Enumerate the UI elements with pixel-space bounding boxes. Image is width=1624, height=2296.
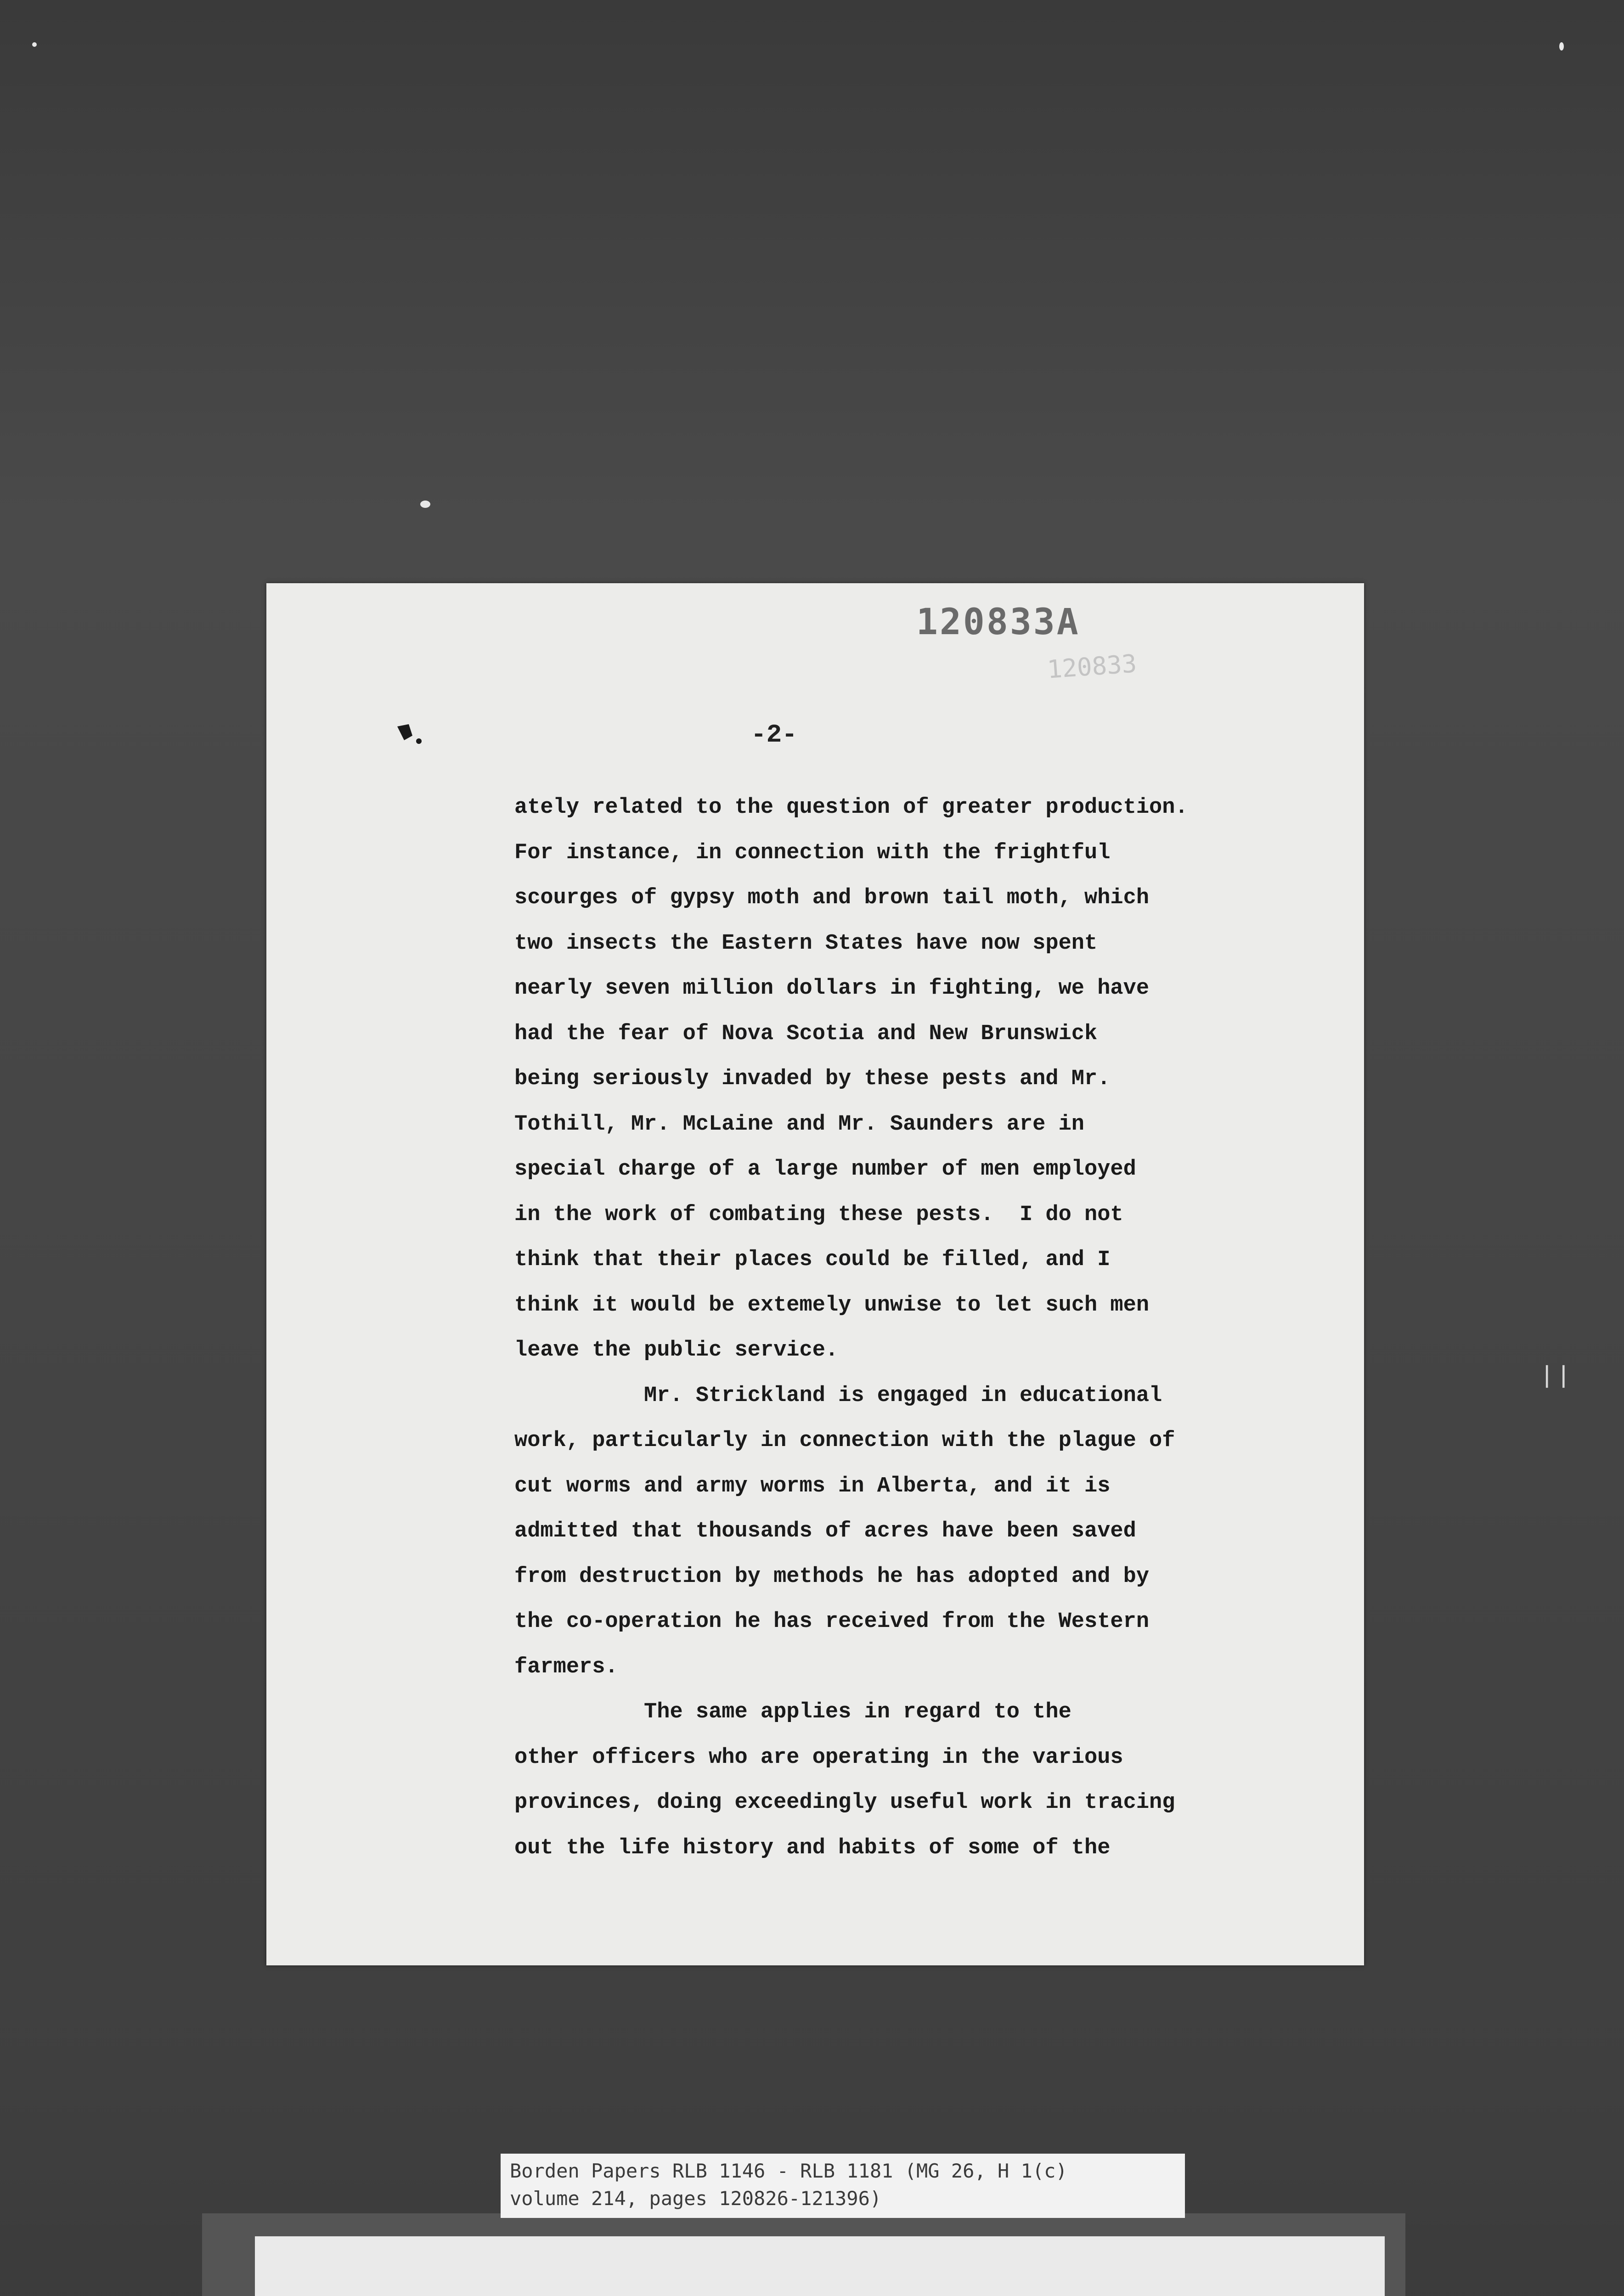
body-line: admitted that thousands of acres have been saved — [514, 1519, 1136, 1543]
body-line: farmers. — [514, 1654, 618, 1679]
body-line: nearly seven million dollars in fighting, we have — [514, 976, 1150, 1001]
film-speck — [32, 42, 37, 47]
reference-line-1: Borden Papers RLB 1146 - RLB 1181 (MG 26, H 1(c) — [510, 2160, 1067, 2182]
film-speck — [420, 501, 430, 508]
body-line: work, particularly in connection with the plague of — [514, 1429, 1175, 1453]
body-line: out the life history and habits of some of the — [514, 1835, 1111, 1860]
archives-card — [255, 2236, 1385, 2296]
body-line: The same applies in regard to the — [514, 1700, 1071, 1724]
faint-stamp: 120833 — [1046, 649, 1138, 684]
body-line: from destruction by methods he has adopted and by — [514, 1564, 1150, 1589]
ink-mark-icon — [395, 722, 423, 745]
body-line: provinces, doing exceedingly useful work in tracing — [514, 1790, 1175, 1815]
body-line: being seriously invaded by these pests and Mr. — [514, 1067, 1111, 1091]
page-number: -2- — [751, 720, 797, 749]
body-line: had the fear of Nova Scotia and New Brunswick — [514, 1021, 1098, 1046]
body-line: the co-operation he has received from the Western — [514, 1609, 1150, 1634]
body-line: Tothill, Mr. McLaine and Mr. Saunders are in — [514, 1112, 1085, 1137]
body-line: in the work of combating these pests. I do not — [514, 1202, 1123, 1227]
body-text — [514, 785, 1295, 1871]
body-line: ately related to the question of greater production. — [514, 795, 1188, 820]
document-page — [266, 583, 1364, 1965]
body-line: scourges of gypsy moth and brown tail moth, which — [514, 886, 1150, 910]
body-line: think it would be extemely unwise to let such men — [514, 1293, 1150, 1317]
body-line: think that their places could be filled, and I — [514, 1248, 1111, 1272]
body-line: other officers who are operating in the various — [514, 1745, 1123, 1770]
body-line: Mr. Strickland is engaged in educational — [514, 1383, 1162, 1408]
body-line: special charge of a large number of men employed — [514, 1157, 1136, 1182]
reference-label — [501, 2154, 1185, 2218]
reference-line-2: volume 214, pages 120826-121396) — [510, 2187, 882, 2210]
body-line: leave the public service. — [514, 1338, 839, 1362]
body-line: cut worms and army worms in Alberta, and it is — [514, 1474, 1111, 1498]
side-mark: ❘❘ — [1539, 1362, 1572, 1393]
stamp-number: 120833A — [916, 602, 1080, 643]
body-line: For instance, in connection with the frightful — [514, 840, 1111, 865]
film-speck — [1559, 42, 1564, 51]
body-line: two insects the Eastern States have now spent — [514, 931, 1098, 956]
